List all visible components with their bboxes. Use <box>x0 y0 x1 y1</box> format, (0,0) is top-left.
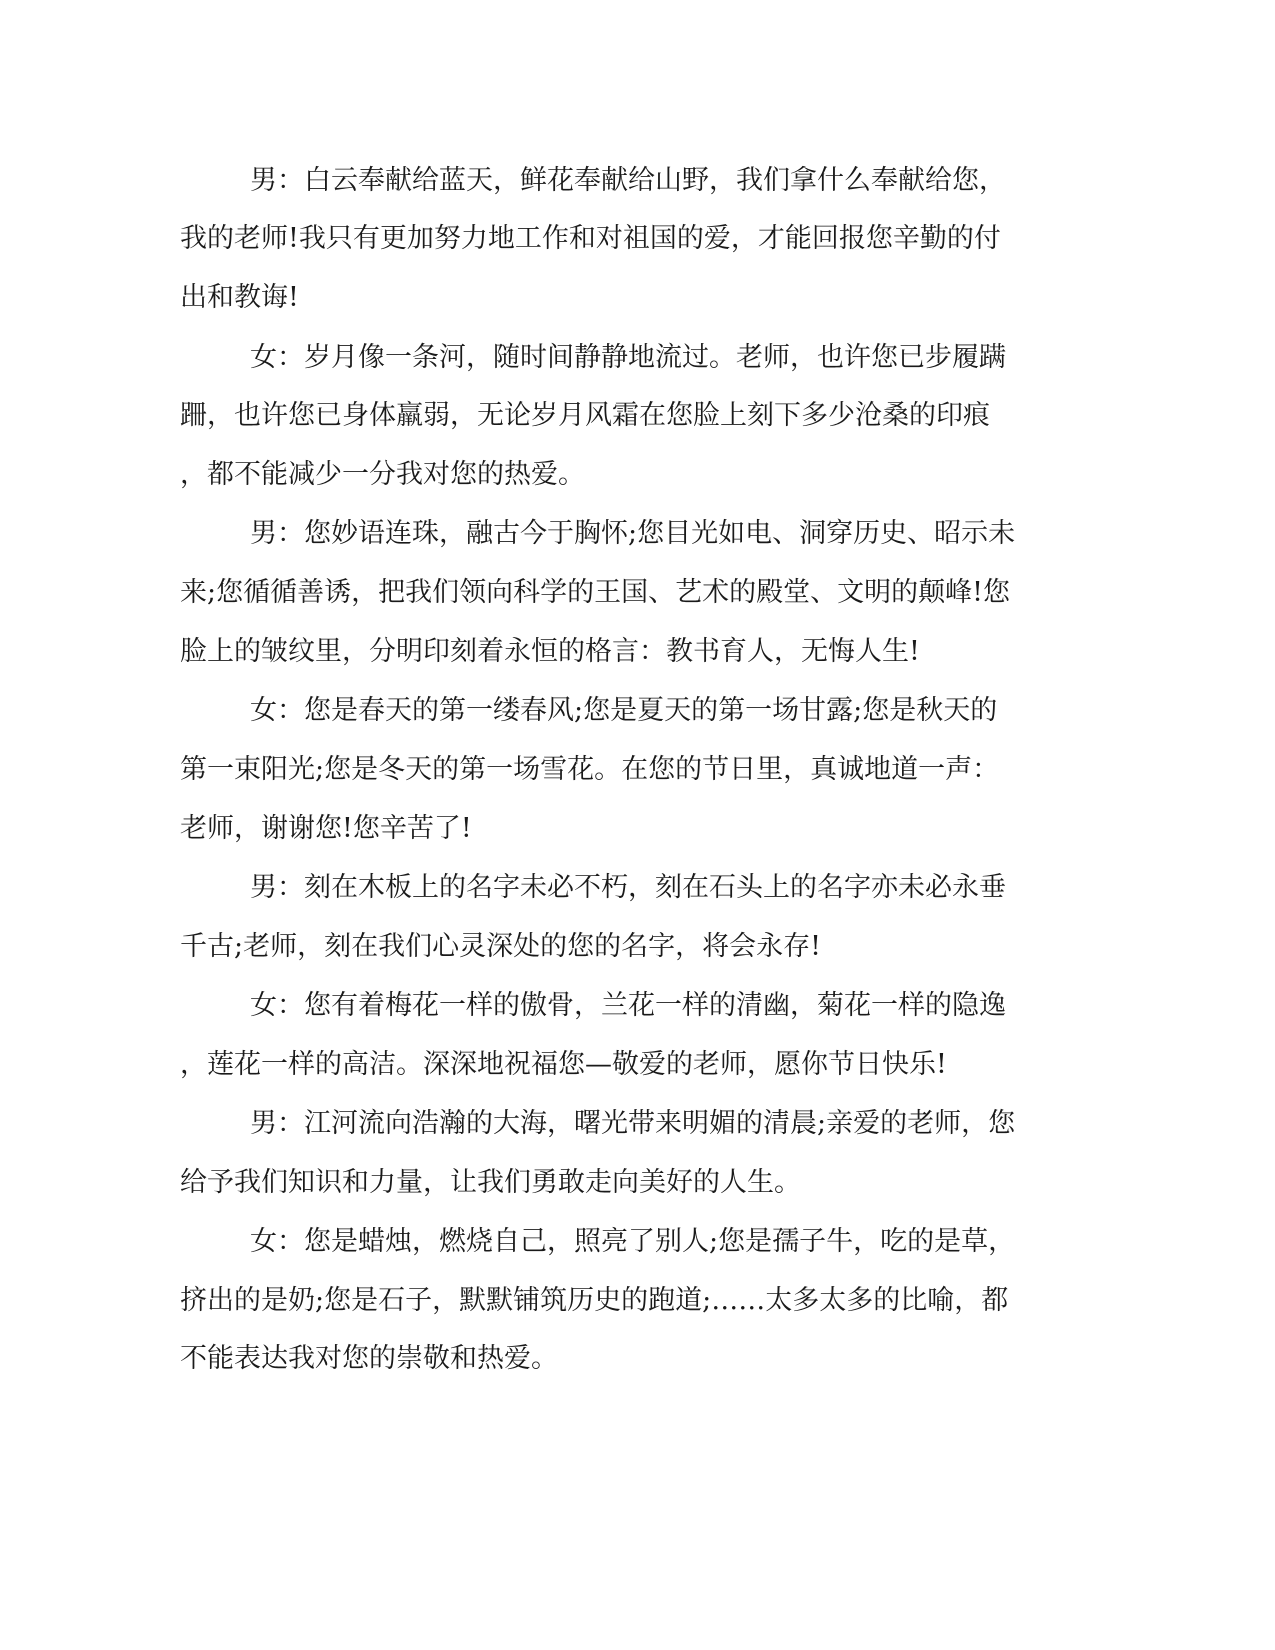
text-line: 老师，谢谢您!您辛苦了! <box>180 813 472 844</box>
text-line: 挤出的是奶;您是石子，默默铺筑历史的跑道;……太多太多的比喻，都 <box>180 1285 1009 1316</box>
text-line: ，莲花一样的高洁。深深地祝福您—敬爱的老师，愿你节日快乐! <box>180 1049 947 1080</box>
text-line: 不能表达我对您的崇敬和热爱。 <box>180 1343 558 1374</box>
text-line: 跚，也许您已身体羸弱，无论岁月风霜在您脸上刻下多少沧桑的印痕 <box>180 400 990 431</box>
text-line: 我的老师!我只有更加努力地工作和对祖国的爱，才能回报您辛勤的付 <box>180 223 1001 254</box>
text-line: 男：您妙语连珠，融古今于胸怀;您目光如电、洞穿历史、昭示未 <box>250 518 1016 549</box>
text-line: 女：您是春天的第一缕春风;您是夏天的第一场甘露;您是秋天的 <box>250 695 998 726</box>
text-line: 脸上的皱纹里，分明印刻着永恒的格言：教书育人，无悔人生! <box>180 636 920 667</box>
text-line: 男：白云奉献给蓝天，鲜花奉献给山野，我们拿什么奉献给您， <box>250 165 1006 196</box>
text-line: 女：您有着梅花一样的傲骨，兰花一样的清幽，菊花一样的隐逸 <box>250 990 1006 1021</box>
text-line: 第一束阳光;您是冬天的第一场雪花。在您的节日里，真诚地道一声： <box>180 754 1000 785</box>
text-line: 来;您循循善诱，把我们领向科学的王国、艺术的殿堂、文明的颠峰!您 <box>180 577 1010 608</box>
text-line: 给予我们知识和力量，让我们勇敢走向美好的人生。 <box>180 1167 801 1198</box>
text-line: 男：江河流向浩瀚的大海，曙光带来明媚的清晨;亲爱的老师，您 <box>250 1108 1016 1139</box>
text-line: 千古;老师，刻在我们心灵深处的您的名字，将会永存! <box>180 931 821 962</box>
text-line: ，都不能减少一分我对您的热爱。 <box>180 459 585 490</box>
text-line: 女：岁月像一条河，随时间静静地流过。老师，也许您已步履蹒 <box>250 342 1006 373</box>
text-line: 出和教诲! <box>180 282 299 313</box>
text-line: 男：刻在木板上的名字未必不朽，刻在石头上的名字亦未必永垂 <box>250 872 1006 903</box>
text-line: 女：您是蜡烛，燃烧自己，照亮了别人;您是孺子牛，吃的是草， <box>250 1226 1016 1257</box>
